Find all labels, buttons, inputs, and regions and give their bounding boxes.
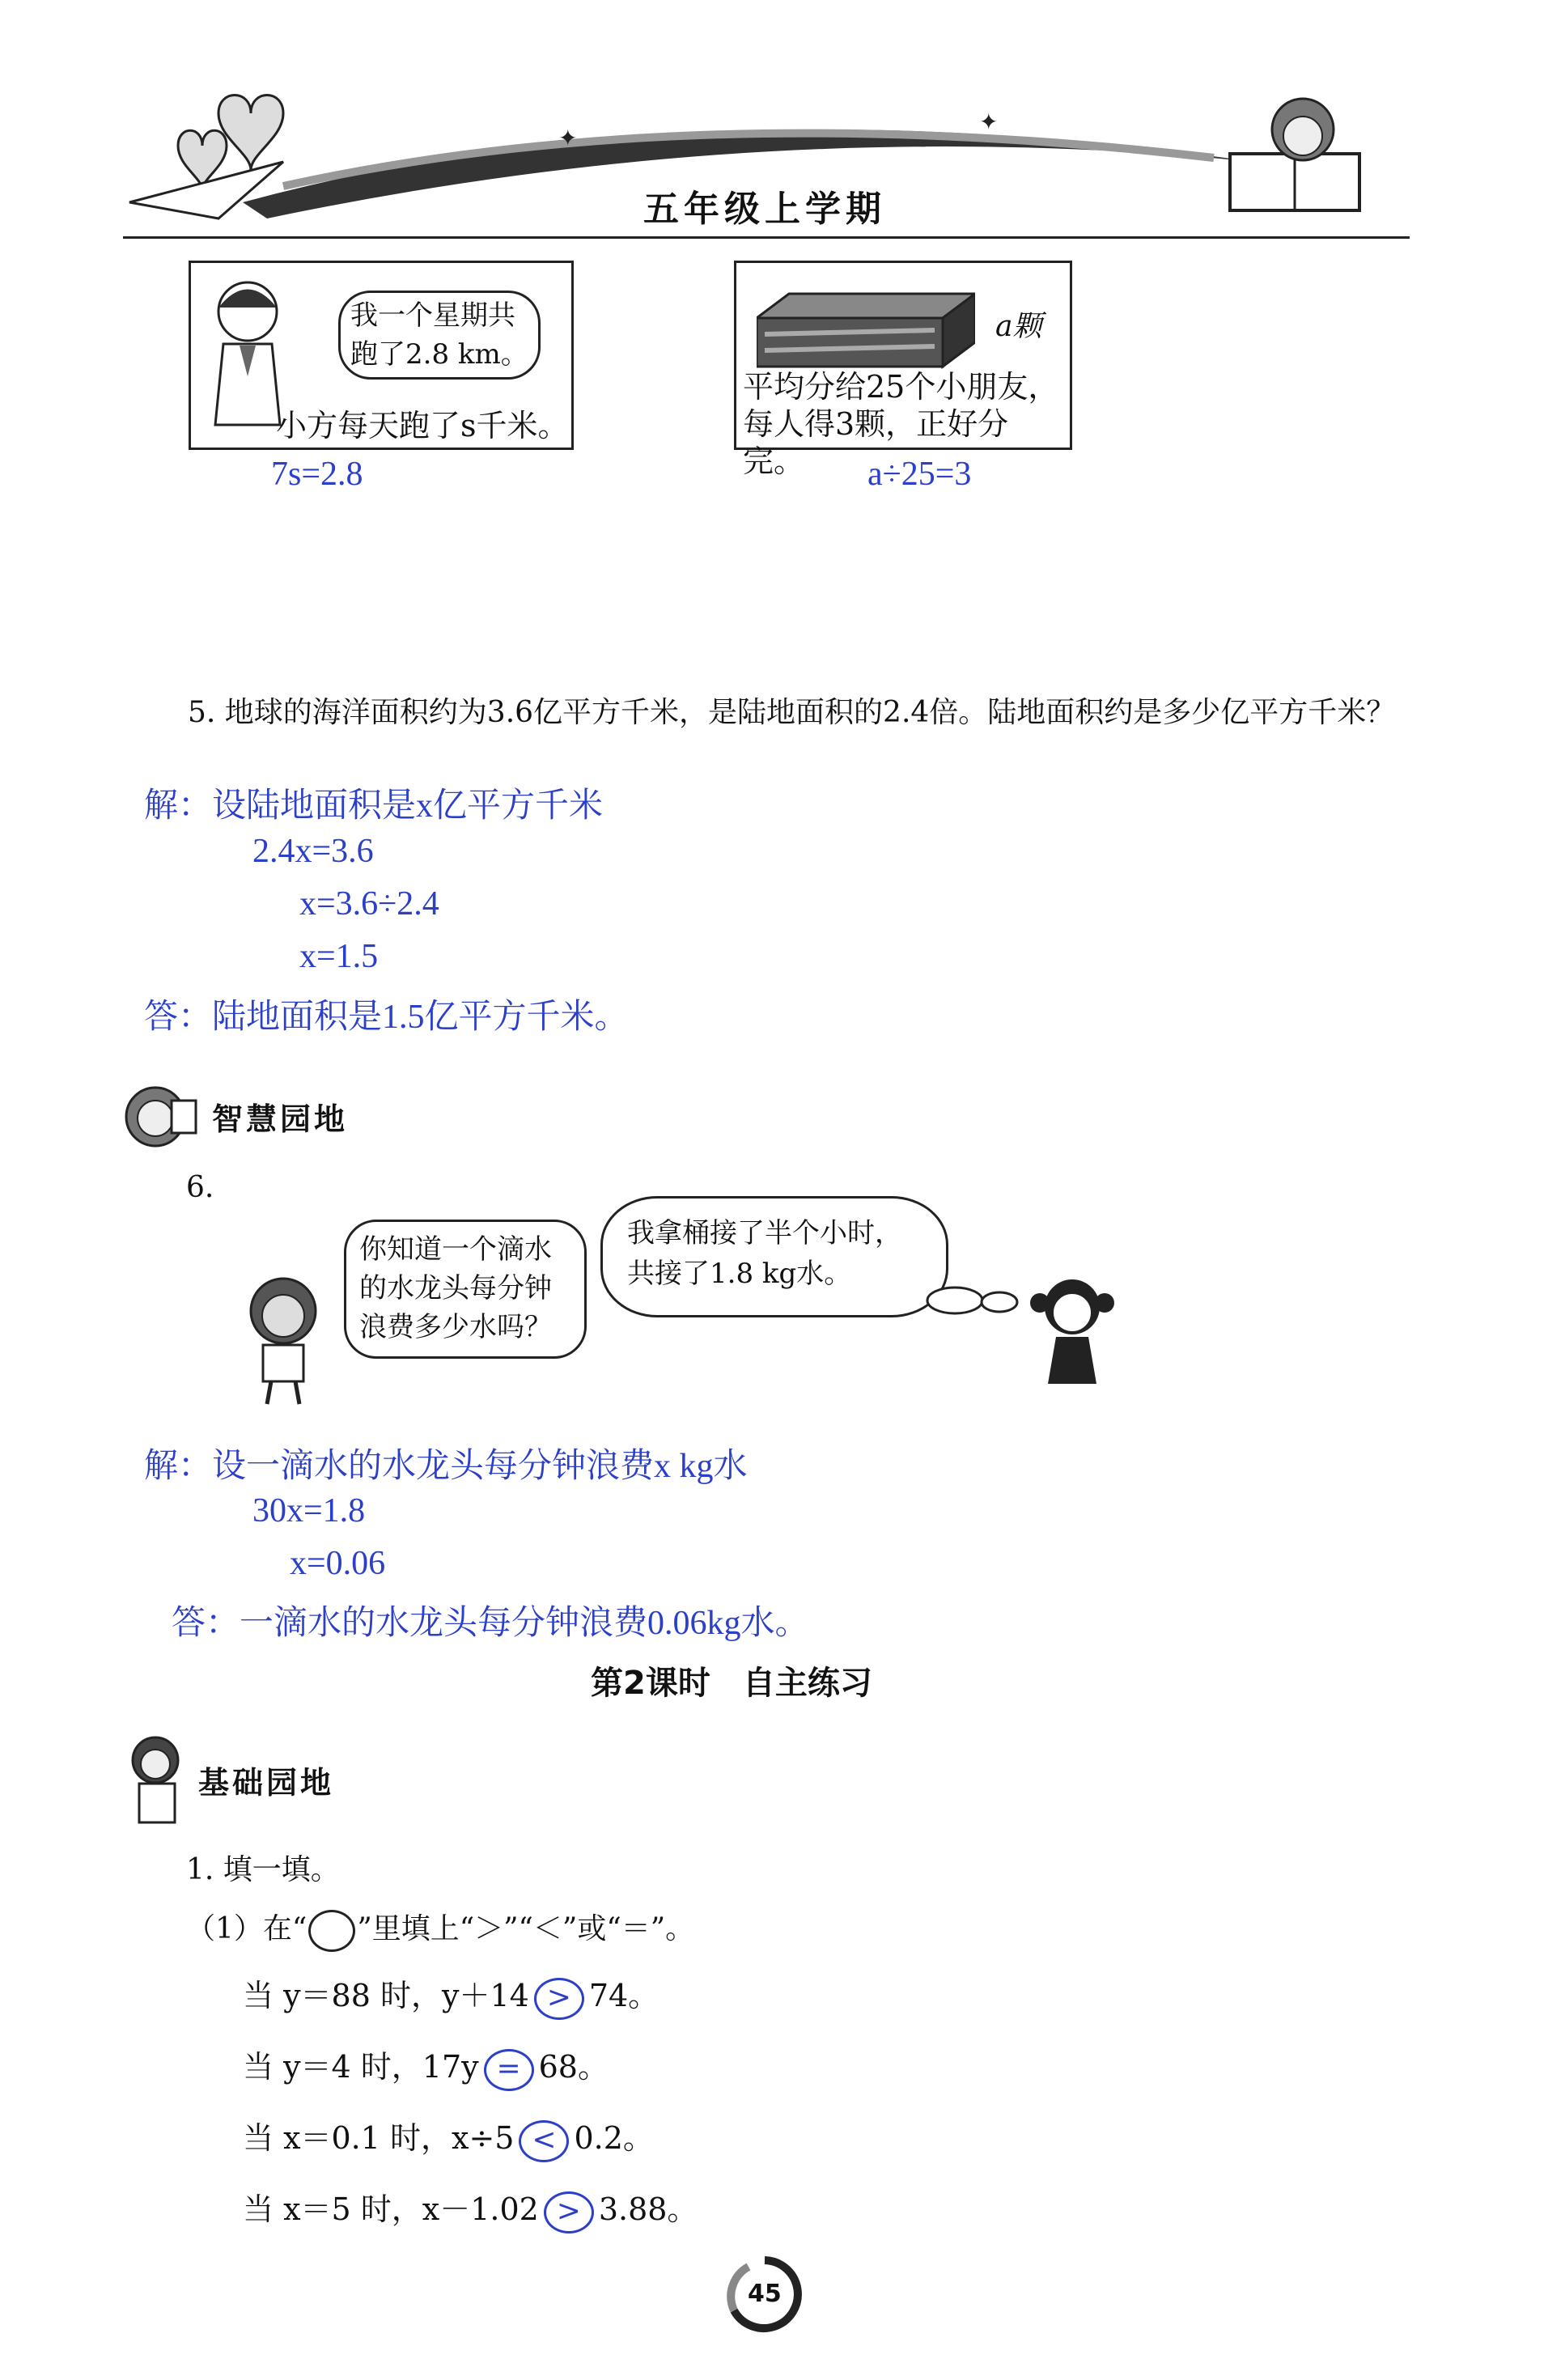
candy-box-icon [757,286,975,375]
q1-row-2-answer: = [484,2049,534,2091]
boy-illustration [235,1271,332,1408]
q1-row-3-answer: < [519,2120,569,2162]
q5-solution-line-2: 2.4x=3.6 [252,833,374,870]
q5-solution-line-1: 解：设陆地面积是x亿平方千米 [144,787,604,825]
figure-a-box [189,261,574,450]
q1-instruction: （1）在“ ”里填上“＞”“＜”或“＝”。 [186,1906,694,1952]
q1-row-1-answer: > [534,1978,584,2020]
wisdom-section-title: 智慧园地 [212,1101,349,1137]
figure-a-answer: 7s=2.8 [271,456,363,493]
svg-text:✦: ✦ [558,125,578,151]
basic-section-icon [123,1732,196,1829]
q1-row-2: 当 y＝4 时，17y = 68。 [243,2042,609,2091]
svg-text:✦: ✦ [979,108,999,135]
q5-solution-line-3: x=3.6÷2.4 [299,885,439,923]
wisdom-section-icon [123,1084,204,1149]
q1-row-1: 当 y＝88 时，y＋14 > 74。 [243,1971,659,2020]
girl-character-illustration [1024,1271,1121,1392]
q5-text: 5. 地球的海洋面积约为3.6亿平方千米，是陆地面积的2.4倍。陆地面积约是多少亿平方千米？ [188,696,1396,729]
q6-solution-line-2: 30x=1.8 [252,1492,366,1529]
header-title: 五年级上学期 [643,189,886,230]
thought-bubbles [922,1283,1028,1323]
q6-number: 6. [186,1171,214,1204]
q1-title: 1. 填一填。 [186,1853,340,1886]
figure-a-bubble: 我一个星期共跑了2.8 km。 [338,291,541,380]
figure-b-caption: 平均分给25个小朋友，每人得3颗，正好分完。 [743,369,1059,479]
q6-girl-cloud: 我拿桶接了半个小时，共接了1.8 kg水。 [600,1196,948,1317]
figure-b-label: a颗 [995,310,1042,343]
q1-row-4-answer: > [544,2191,594,2234]
figure-b-answer: a÷25=3 [867,456,972,493]
page-number: 45 [748,2280,782,2308]
lesson-title: 第2课时 自主练习 [591,1665,872,1702]
q5-answer: 答：陆地面积是1.5亿平方千米。 [144,999,629,1036]
figure-a-caption: 小方每天跑了s千米。 [276,408,569,443]
basic-section-title: 基础园地 [198,1765,335,1801]
q6-solution-line-1: 解：设一滴水的水龙头每分钟浪费x kg水 [144,1448,748,1485]
q6-boy-bubble: 你知道一个滴水的水龙头每分钟浪费多少水吗？ [344,1220,587,1359]
q1-row-3: 当 x＝0.1 时，x÷5 < 0.2。 [243,2113,654,2162]
q6-solution-line-3: x=0.06 [290,1545,386,1582]
q6-answer: 答：一滴水的水龙头每分钟浪费0.06kg水。 [172,1605,809,1642]
q5-solution-line-4: x=1.5 [299,938,379,975]
q1-row-4: 当 x＝5 时，x－1.02 > 3.88。 [243,2184,698,2234]
empty-circle-icon [308,1910,355,1952]
header-rule [123,236,1410,239]
